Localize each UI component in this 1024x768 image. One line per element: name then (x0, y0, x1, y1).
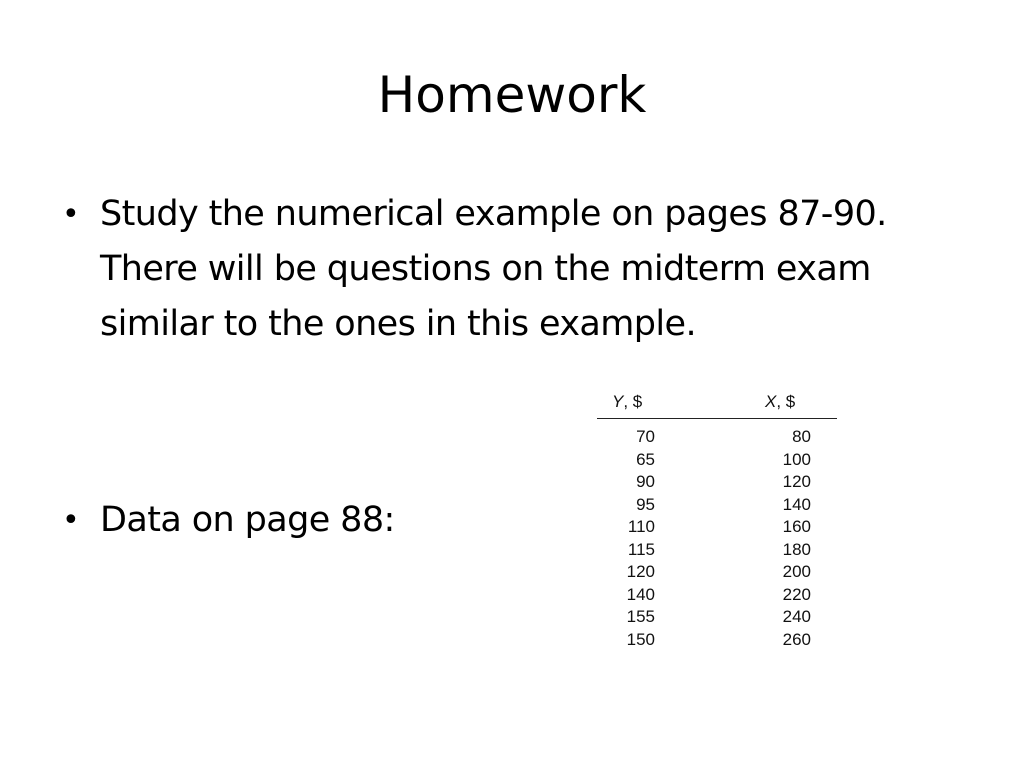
table-body (597, 419, 837, 651)
column-header-y (612, 392, 642, 412)
cell-y: 95 (636, 494, 655, 514)
table-header (597, 390, 837, 419)
table-row (597, 561, 837, 584)
cell-x: 120 (782, 472, 811, 491)
cell-y: 120 (626, 562, 655, 581)
cell-x: 100 (782, 449, 811, 469)
cell-x: 240 (782, 607, 811, 626)
cell-x: 180 (782, 539, 811, 559)
cell-y: 115 (627, 539, 655, 559)
bullet-dot: • (62, 503, 80, 538)
cell-y: 90 (636, 472, 655, 491)
x-unit: , $ (776, 392, 796, 411)
slide-title: Homework (377, 66, 647, 124)
table-row (597, 606, 837, 629)
table-row (597, 449, 837, 472)
table-row (597, 426, 837, 449)
bullet-item (62, 493, 462, 548)
table-row (597, 539, 837, 562)
cell-y: 140 (626, 584, 655, 604)
column-header-x (765, 392, 795, 412)
table-row (597, 516, 837, 539)
bullet-item (62, 187, 962, 352)
cell-y: 110 (627, 517, 655, 536)
cell-x: 140 (782, 494, 811, 514)
cell-x: 260 (782, 629, 811, 649)
cell-y: 150 (626, 629, 655, 649)
cell-y: 70 (636, 427, 655, 446)
x-variable: X (765, 392, 777, 411)
bullet-text (100, 187, 887, 352)
bullet-text (100, 493, 395, 548)
cell-x: 220 (782, 584, 811, 604)
y-unit: , $ (623, 392, 643, 411)
bullet-line: Data on page 88: (100, 500, 395, 540)
table-row (597, 584, 837, 607)
table-row (597, 471, 837, 494)
table-row (597, 629, 837, 652)
bullet-line: There will be questions on the midterm exam (100, 249, 871, 289)
cell-x: 80 (792, 427, 811, 446)
table-row (597, 494, 837, 517)
cell-y: 155 (626, 607, 655, 626)
cell-y: 65 (636, 449, 655, 469)
bullet-dot: • (62, 197, 80, 232)
bullet-line: Study the numerical example on pages 87-90. (100, 194, 887, 234)
data-table (597, 390, 837, 651)
y-variable: Y (612, 392, 624, 411)
cell-x: 160 (782, 517, 811, 536)
bullet-line: similar to the ones in this example. (100, 304, 696, 344)
cell-x: 200 (782, 562, 811, 581)
